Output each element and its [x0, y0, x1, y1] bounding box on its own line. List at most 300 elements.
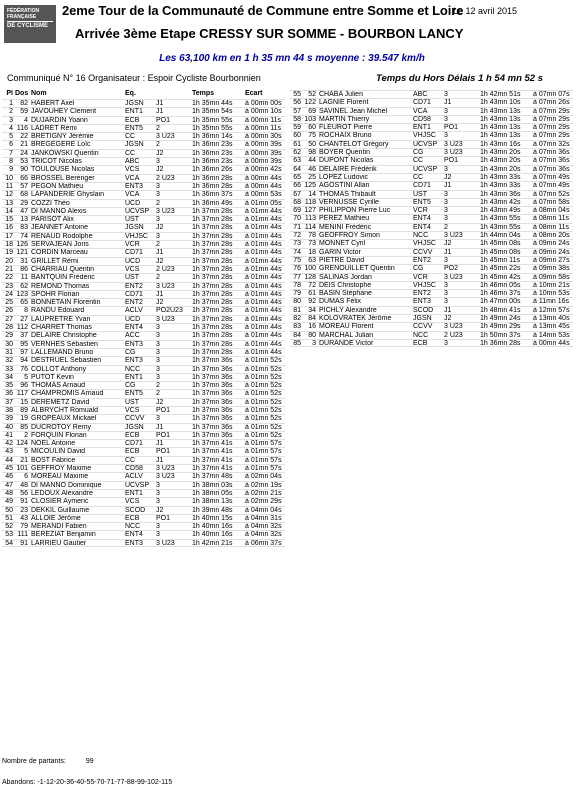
cell-nom: BEREZIAT Benjamin [31, 531, 96, 539]
cell-cat: J1 [156, 108, 164, 116]
cell-dos: 11 [20, 274, 28, 282]
cell-nom: DI MANNO Dominique [31, 481, 102, 489]
cell-pl: 30 [5, 340, 13, 348]
result-row [290, 140, 573, 148]
cell-nom: VERNUSSE Cyrille [319, 198, 379, 206]
cell-dos: 80 [308, 331, 316, 339]
cell-pl: 74 [293, 248, 301, 256]
cell-pl: 51 [5, 514, 13, 522]
cell-pl: 15 [5, 216, 13, 224]
cell-ecart: à 01mn 44s [245, 315, 282, 323]
cell-dos: 57 [20, 182, 28, 190]
result-row [2, 116, 285, 124]
cell-cat: J1 [156, 290, 164, 298]
cell-temps: 1h 37mn 28s [192, 216, 233, 224]
cell-nom: BROSSEL Berenger [31, 174, 95, 182]
cell-ecart: à 04mn 32s [245, 531, 282, 539]
cell-pl: 85 [293, 339, 301, 347]
cell-cat: PO1 [156, 116, 171, 124]
cell-temps: 1h 37mn 41s [192, 456, 233, 464]
cell-cat: 3 [444, 190, 448, 198]
cell-eq: ABC [413, 91, 428, 98]
cell-dos: 29 [20, 199, 28, 207]
cell-eq: ECB [125, 116, 140, 124]
cell-pl: 70 [293, 215, 301, 223]
header-nom: Nom [31, 90, 47, 97]
cell-pl: 16 [5, 224, 13, 232]
cell-nom: AGOSTINI Allan [319, 182, 370, 190]
cell-pl: 77 [293, 273, 301, 281]
cell-pl: 48 [5, 489, 13, 497]
cell-eq: VHJSC [413, 240, 436, 248]
cell-dos: 68 [20, 191, 28, 199]
cell-pl: 75 [293, 256, 301, 264]
cell-pl: 37 [5, 398, 13, 406]
cell-eq: SCOD [413, 306, 434, 314]
cell-cat: 3 [156, 332, 160, 340]
cell-dos: 24 [20, 149, 28, 157]
cell-dos: 90 [20, 166, 28, 174]
cell-ecart: à 09mn 24s [533, 240, 570, 248]
cell-ecart: à 00mn 39s [245, 149, 282, 157]
cell-cat: 3 [156, 216, 160, 224]
cell-nom: BOYER Quentin [319, 149, 370, 157]
cell-eq: VCR [413, 273, 428, 281]
cell-dos: 91 [20, 539, 28, 547]
cell-nom: ALLOIE Jérôme [31, 514, 81, 522]
cell-nom: CHARRIAU Quentin [31, 265, 95, 273]
results-column-right [290, 90, 573, 347]
cell-dos: 25 [308, 173, 316, 181]
cell-pl: 67 [293, 190, 301, 198]
result-row [290, 115, 573, 123]
cell-temps: 1h 36mn 26s [192, 166, 233, 174]
cell-nom: LAUPRETRE Yvan [31, 315, 91, 323]
cell-ecart: à 00mn 11s [245, 124, 282, 132]
cell-eq: ENT5 [125, 390, 143, 398]
result-row [2, 273, 285, 281]
result-row [290, 248, 573, 256]
cell-temps: 1h 36mn 23s [192, 141, 233, 149]
cell-cat: 2 U23 [156, 174, 175, 182]
cell-dos: 3 [312, 339, 316, 347]
cell-cat: 3 [444, 165, 448, 173]
result-row [2, 423, 285, 431]
cell-dos: 101 [16, 465, 28, 473]
cell-eq: CD58 [125, 465, 143, 473]
result-row [2, 506, 285, 514]
cell-eq: CC [413, 173, 424, 181]
cell-nom: THOMAS Thibault [319, 190, 376, 198]
cell-eq: CCVV [413, 248, 433, 256]
cell-dos: 5 [24, 373, 28, 381]
cell-temps: 1h 45mn 22s [480, 265, 521, 273]
cell-dos: 74 [20, 232, 28, 240]
cell-ecart: à 13mn 45s [533, 323, 570, 331]
time-limit: Temps du Hors Délais 1 h 54 mn 52 s [376, 73, 544, 84]
cell-temps: 1h 37mn 36s [192, 390, 233, 398]
cell-dos: 121 [16, 249, 28, 257]
result-row [2, 257, 285, 265]
cell-dos: 113 [304, 215, 316, 223]
result-row [2, 207, 285, 215]
result-row [2, 481, 285, 489]
cell-ecart: à 07mn 36s [533, 149, 570, 157]
cell-dos: 50 [308, 140, 316, 148]
cell-temps: 1h 37mn 41s [192, 465, 233, 473]
cell-eq: ENT1 [125, 108, 143, 116]
cell-ecart: à 02mn 21s [245, 489, 282, 497]
cell-cat: 2 [156, 241, 160, 249]
result-row [2, 373, 285, 381]
cell-cat: 2 [444, 223, 448, 231]
cell-pl: 27 [5, 315, 13, 323]
cell-eq: ENT1 [125, 373, 143, 381]
result-row [290, 198, 573, 206]
cell-nom: LEDOUX Alexandre [31, 489, 93, 497]
cell-nom: MERANDI Fabien [31, 523, 87, 531]
logo-line-2: FRANÇAISE [7, 14, 37, 20]
cell-temps: 1h 37mn 36s [192, 373, 233, 381]
result-row [2, 398, 285, 406]
cell-dos: 117 [16, 390, 28, 398]
cell-eq: UST [125, 398, 139, 406]
cell-pl: 3 [9, 116, 13, 124]
cell-pl: 25 [5, 299, 13, 307]
cell-cat: PO1 [444, 157, 459, 165]
header-pl: Pl [6, 90, 13, 97]
cell-cat: 3 [444, 107, 448, 115]
cell-nom: FORQUIN Florian [31, 431, 87, 439]
result-row [2, 497, 285, 505]
cell-ecart: à 01mn 44s [245, 249, 282, 257]
cell-eq: ECB [125, 514, 140, 522]
cell-ecart: à 01mn 44s [245, 232, 282, 240]
cell-temps: 1h 37mn 28s [192, 324, 233, 332]
cell-cat: 3 [156, 531, 160, 539]
cell-cat: 3 [156, 191, 160, 199]
cell-dos: 2 [24, 431, 28, 439]
result-row [2, 149, 285, 157]
cell-cat: 3 [444, 339, 448, 347]
cell-ecart: à 01mn 44s [245, 324, 282, 332]
cell-pl: 2 [9, 108, 13, 116]
cell-ecart: à 02mn 19s [245, 481, 282, 489]
cell-ecart: à 01mn 57s [245, 465, 282, 473]
cell-temps: 1h 40mn 15s [192, 514, 233, 522]
cell-pl: 80 [293, 298, 301, 306]
cell-pl: 49 [5, 498, 13, 506]
result-row [2, 124, 285, 132]
cell-eq: CC [125, 133, 136, 141]
cell-eq: VCR [125, 241, 140, 249]
cell-cat: 3 [156, 489, 160, 497]
cell-ecart: à 01mn 05s [245, 199, 282, 207]
cell-eq: UST [125, 216, 139, 224]
cell-eq: ABC [125, 158, 140, 166]
cell-pl: 54 [5, 539, 13, 547]
cell-eq: VCA [413, 107, 428, 115]
result-row [2, 315, 285, 323]
cell-cat: 2 [156, 390, 160, 398]
result-row [2, 199, 285, 207]
cell-cat: J1 [444, 306, 452, 314]
column-headers [2, 90, 285, 99]
cell-pl: 21 [5, 265, 13, 273]
cell-pl: 26 [5, 307, 13, 315]
cell-pl: 53 [5, 531, 13, 539]
cell-dos: 31 [20, 257, 28, 265]
cell-cat: 3 [156, 481, 160, 489]
cell-nom: MOREAU Florent [319, 323, 374, 331]
abandons-list: Abandons: -1-12-20-36-40-55-70-71-77-88-99-102-115 [2, 779, 173, 786]
cell-cat: 3 [444, 132, 448, 140]
cell-ecart: à 01mn 52s [245, 382, 282, 390]
cell-ecart: à 00mn 44s [245, 174, 282, 182]
cell-cat: 3 U23 [156, 315, 175, 323]
cell-nom: LAGNIE Florent [319, 99, 369, 107]
cell-nom: NOEL Antoine [31, 440, 76, 448]
cell-eq: VCS [125, 265, 140, 273]
cell-temps: 1h 37mn 36s [192, 431, 233, 439]
cell-temps: 1h 37mn 28s [192, 290, 233, 298]
cell-temps: 1h 36mn 37s [192, 191, 233, 199]
cell-pl: 46 [5, 473, 13, 481]
cell-ecart: à 00mn 39s [245, 158, 282, 166]
cell-pl: 56 [293, 99, 301, 107]
result-row [2, 456, 285, 464]
cell-cat: 3 U23 [444, 323, 463, 331]
cell-pl: 11 [5, 182, 13, 190]
result-row [290, 297, 573, 305]
result-row [290, 148, 573, 156]
cell-eq: UCVSP [413, 165, 438, 173]
result-row [2, 140, 285, 148]
result-row [2, 232, 285, 240]
cell-pl: 22 [5, 274, 13, 282]
cell-eq: ENT2 [125, 299, 143, 307]
cell-eq: ECB [125, 448, 140, 456]
cell-cat: 3 [444, 91, 448, 98]
cell-dos: 112 [16, 324, 28, 332]
cell-temps: 1h 42mn 21s [192, 539, 233, 547]
starters-value: 99 [85, 758, 94, 765]
cell-cat: 3 [156, 232, 160, 240]
cell-dos: 62 [20, 282, 28, 290]
cell-eq: ACC [125, 332, 140, 340]
cell-ecart: à 01mn 44s [245, 257, 282, 265]
result-row [2, 406, 285, 414]
cell-nom: LOPEZ Ludovic [319, 173, 369, 181]
cell-temps: 1h 43mn 13s [480, 132, 521, 140]
cell-dos: 79 [20, 523, 28, 531]
cell-cat: 2 U23 [156, 265, 175, 273]
cell-dos: 63 [308, 256, 316, 264]
cell-dos: 103 [304, 115, 316, 123]
result-row [2, 165, 285, 173]
cell-pl: 45 [5, 465, 13, 473]
cell-dos: 73 [308, 240, 316, 248]
logo-line-1: FÉDÉRATION [7, 8, 40, 14]
cell-ecart: à 07mn 29s [533, 107, 570, 115]
cell-dos: 16 [308, 323, 316, 331]
cell-temps: 1h 43mn 33s [480, 173, 521, 181]
cell-dos: 72 [308, 281, 316, 289]
cell-pl: 60 [293, 132, 301, 140]
cell-ecart: à 00mn 00s [245, 100, 282, 107]
result-row [2, 489, 285, 497]
cell-eq: JGSN [125, 141, 144, 149]
cell-cat: J2 [444, 240, 452, 248]
cell-temps: 1h 37mn 28s [192, 274, 233, 282]
cell-dos: 95 [20, 340, 28, 348]
cell-dos: 37 [20, 332, 28, 340]
cell-eq: VCA [125, 174, 140, 182]
cell-ecart: à 00mn 39s [245, 141, 282, 149]
result-row [2, 132, 285, 140]
communique-organizer: Communiqué N° 16 Organisateur : Espoir Cycliste Bourbonnien [7, 73, 261, 83]
ffc-logo [4, 5, 56, 43]
cell-eq: ENT3 [125, 340, 143, 348]
result-row [290, 256, 573, 264]
cell-temps: 1h 36mn 28s [192, 174, 233, 182]
cell-cat: 3 U23 [156, 539, 175, 547]
result-row [2, 99, 285, 107]
cell-pl: 68 [293, 198, 301, 206]
cell-temps: 1h 49mn 29s [480, 323, 521, 331]
cell-pl: 5 [9, 133, 13, 141]
cell-cat: 3 [444, 215, 448, 223]
cell-nom: HABERT Axel [31, 100, 75, 107]
cell-dos: 127 [304, 207, 316, 215]
result-row [290, 289, 573, 297]
cell-ecart: à 02mn 04s [245, 473, 282, 481]
cell-ecart: à 01mn 44s [245, 274, 282, 282]
cell-eq: UCD [125, 199, 141, 207]
cell-pl: 62 [293, 149, 301, 157]
cell-ecart: à 04mn 32s [245, 523, 282, 531]
cell-ecart: à 07mn 36s [533, 165, 570, 173]
result-row [2, 282, 285, 290]
cell-nom: CLOSIER Aymeric [31, 498, 89, 506]
cell-cat: 3 [156, 373, 160, 381]
cell-eq: CG [125, 348, 136, 356]
cell-temps: 1h 36mn 14s [192, 133, 233, 141]
cell-eq: CD58 [413, 115, 431, 123]
result-row [290, 98, 573, 106]
cell-eq: ENT1 [125, 489, 143, 497]
cell-ecart: à 07mn 58s [533, 198, 570, 206]
cell-pl: 1 [9, 100, 13, 107]
cell-pl: 71 [293, 223, 301, 231]
cell-pl: 4 [9, 124, 13, 132]
cell-ecart: à 10mn 21s [533, 281, 570, 289]
cell-nom: JEANNET Antoine [31, 224, 89, 232]
cell-cat: 3 [444, 298, 448, 306]
cell-nom: CHABA Julien [319, 91, 363, 98]
cell-temps: 1h 43mn 55s [480, 215, 521, 223]
cell-ecart: à 07mn 32s [533, 140, 570, 148]
cell-pl: 59 [293, 124, 301, 132]
cell-nom: PEGON Mathieu [31, 182, 84, 190]
cell-eq: ENT2 [413, 290, 431, 298]
result-row [290, 156, 573, 164]
cell-eq: UST [125, 274, 139, 282]
cell-pl: 40 [5, 423, 13, 431]
cell-temps: 1h 42mn 51s [480, 91, 521, 98]
cell-dos: 47 [20, 207, 28, 215]
cell-dos: 59 [20, 108, 28, 116]
starters-label: Nombre de partants: [2, 758, 66, 765]
cell-ecart: à 00mn 11s [245, 116, 282, 124]
cell-temps: 1h 35mn 55s [192, 116, 233, 124]
cell-nom: RANDU Edouard [31, 307, 85, 315]
cell-nom: BONNETAIN Florentin [31, 299, 101, 307]
cell-ecart: à 01mn 44s [245, 216, 282, 224]
result-row [2, 240, 285, 248]
cell-nom: SERVAJEAN Joris [31, 241, 89, 249]
result-row [290, 322, 573, 330]
cell-pl: 36 [5, 390, 13, 398]
cell-pl: 7 [9, 149, 13, 157]
cell-cat: 3 U23 [444, 232, 463, 240]
cell-pl: 43 [5, 448, 13, 456]
cell-pl: 17 [5, 232, 13, 240]
header-eq: Eq. [125, 90, 136, 97]
cell-eq: ENT4 [413, 215, 431, 223]
cell-ecart: à 01mn 44s [245, 290, 282, 298]
cell-cat: 3 [444, 281, 448, 289]
cell-temps: 1h 45mn 08s [480, 248, 521, 256]
cell-eq: VCS [125, 406, 140, 414]
cell-nom: ALBRYCHT Romuald [31, 406, 99, 414]
cell-temps: 1h 37mn 28s [192, 348, 233, 356]
cell-ecart: à 01mn 52s [245, 373, 282, 381]
cell-ecart: à 11mn 16s [533, 298, 570, 306]
cell-ecart: à 09mn 27s [533, 256, 570, 264]
result-row [2, 539, 285, 547]
cell-dos: 22 [20, 133, 28, 141]
cell-ecart: à 14mn 53s [533, 331, 570, 339]
cell-temps: 1h 43mn 20s [480, 157, 521, 165]
result-row [290, 190, 573, 198]
cell-eq: ECB [413, 339, 428, 347]
cell-ecart: à 01mn 44s [245, 241, 282, 249]
cell-temps: 1h 43mn 20s [480, 149, 521, 157]
result-row [2, 522, 285, 530]
result-row [2, 389, 285, 397]
result-row [290, 231, 573, 239]
result-row [2, 365, 285, 373]
cell-eq: ENT2 [125, 282, 143, 290]
cell-ecart: à 08mn 04s [533, 207, 570, 215]
cell-pl: 73 [293, 240, 301, 248]
cell-nom: CORDIN Marceau [31, 249, 88, 257]
cell-dos: 125 [304, 182, 316, 190]
cell-eq: NCC [413, 232, 429, 240]
result-row [2, 298, 285, 306]
cell-pl: 35 [5, 382, 13, 390]
cell-temps: 1h 37mn 36s [192, 406, 233, 414]
cell-cat: 3 [444, 290, 448, 298]
cell-cat: J1 [444, 248, 452, 256]
result-row [2, 348, 285, 356]
cell-eq: CC [413, 157, 424, 165]
cell-cat: J1 [444, 182, 452, 190]
cell-eq: ENT2 [413, 256, 431, 264]
cell-pl: 24 [5, 290, 13, 298]
cell-dos: 97 [20, 348, 28, 356]
